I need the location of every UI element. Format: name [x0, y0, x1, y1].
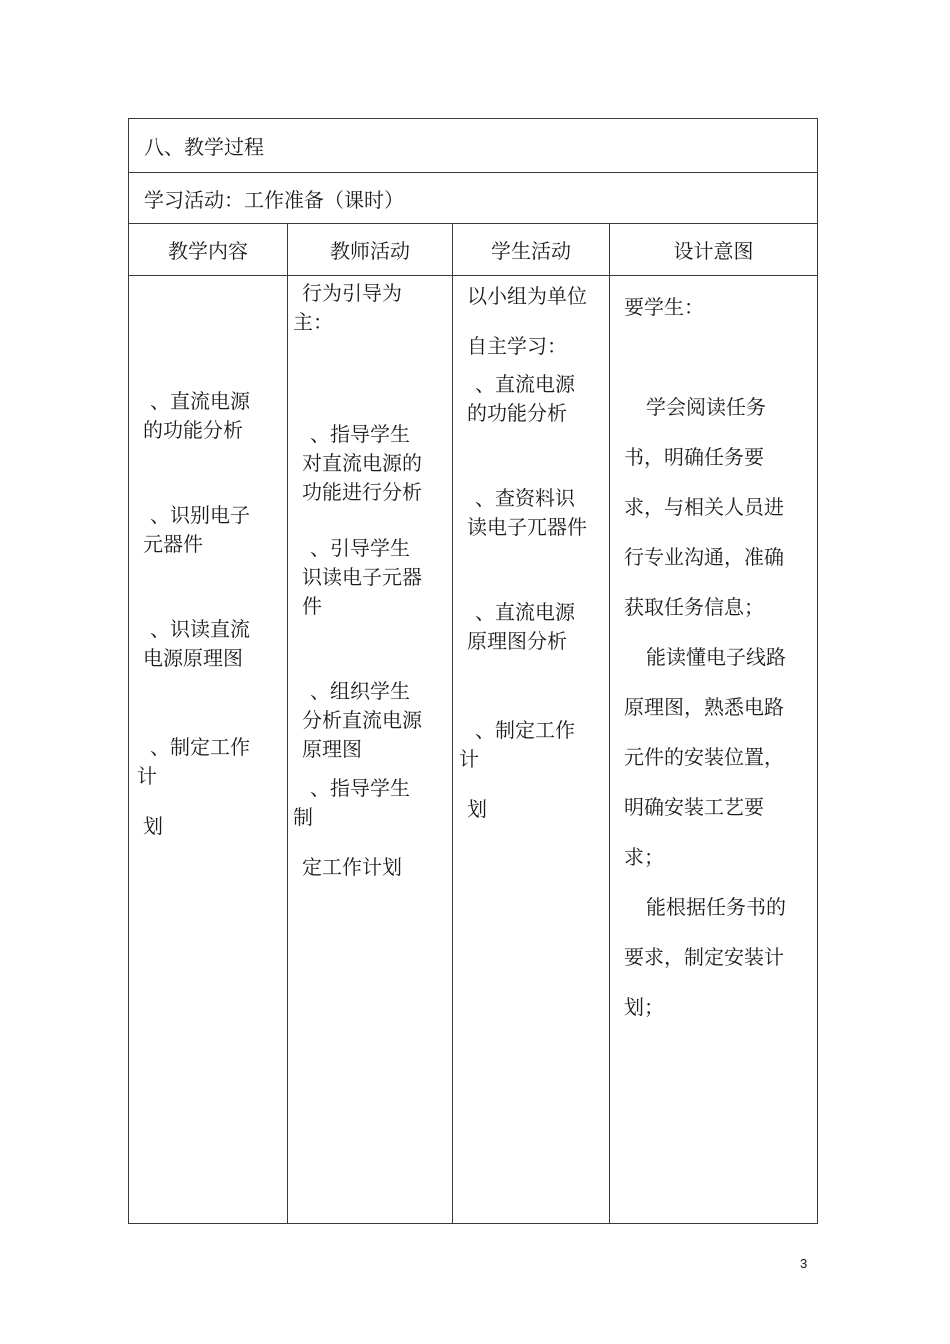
header-intent: 设计意图	[610, 224, 818, 276]
column-header-row	[129, 224, 818, 276]
student-line: 、制定工作	[475, 718, 575, 742]
intent-line: 获取任务信息；	[624, 595, 764, 619]
content-line: 、制定工作	[150, 735, 250, 759]
intent-line: 行专业沟通，准确	[624, 545, 784, 569]
content-line: 、识别电子	[150, 503, 250, 527]
student-cell	[453, 276, 610, 1224]
teacher-line: 识读电子元器	[302, 565, 422, 589]
intent-line: 划；	[624, 995, 664, 1019]
teacher-line: 、指导学生	[310, 422, 410, 446]
content-line: 电源原理图	[143, 646, 243, 670]
section-title: 八、教学过程	[129, 119, 818, 173]
content-line: 计	[137, 764, 157, 788]
student-line: 自主学习：	[467, 334, 567, 358]
intent-line: 能读懂电子线路	[646, 645, 786, 669]
teacher-line: 主：	[293, 310, 333, 334]
intent-line: 求；	[624, 845, 664, 869]
student-line: 以小组为单位	[467, 284, 587, 308]
teacher-line: 行为引导为	[302, 281, 402, 305]
intent-line: 元件的安装位置，	[624, 745, 784, 769]
intent-line: 书，明确任务要	[624, 445, 764, 469]
content-cell	[129, 276, 288, 1224]
section-title-row	[129, 119, 818, 173]
teacher-line: 功能进行分析	[302, 480, 422, 504]
page-number: 3	[800, 1256, 808, 1271]
student-line: 读电子兀器件	[467, 515, 587, 539]
teacher-line: 分析直流电源	[302, 708, 422, 732]
student-line: 、直流电源	[475, 600, 575, 624]
teacher-cell	[288, 276, 453, 1224]
intent-line: 求，与相关人员进	[624, 495, 784, 519]
teacher-line: 、引导学生	[310, 536, 410, 560]
header-teacher: 教师活动	[288, 224, 453, 276]
content-line: 、直流电源	[150, 389, 250, 413]
intent-line: 能根据任务书的	[646, 895, 786, 919]
intent-line: 学会阅读任务	[646, 395, 766, 419]
content-line: 元器件	[143, 532, 203, 556]
intent-line: 要求，制定安装计	[624, 945, 784, 969]
student-line: 、查资料识	[475, 486, 575, 510]
teaching-process-table	[128, 118, 818, 1224]
content-line: 的功能分析	[143, 418, 243, 442]
student-line: 划	[467, 797, 487, 821]
activity-title: 学习活动：工作准备（课时）	[129, 173, 818, 224]
student-line: 、直流电源	[475, 372, 575, 396]
content-row	[129, 276, 818, 1224]
activity-title-row	[129, 173, 818, 224]
header-content: 教学内容	[129, 224, 288, 276]
student-line: 计	[459, 747, 479, 771]
header-student: 学生活动	[453, 224, 610, 276]
teacher-line: 件	[302, 594, 322, 618]
teacher-line: 对直流电源的	[302, 451, 422, 475]
teacher-line: 、组织学生	[310, 679, 410, 703]
intent-cell	[610, 276, 818, 1224]
intent-line: 原理图，熟悉电路	[624, 695, 784, 719]
student-line: 的功能分析	[467, 401, 567, 425]
content-line: 、识读直流	[150, 617, 250, 641]
teacher-line: 定工作计划	[302, 855, 402, 879]
intent-line: 明确安装工艺要	[624, 795, 764, 819]
teacher-line: 原理图	[302, 737, 362, 761]
teacher-line: 、指导学生	[310, 776, 410, 800]
intent-line: 要学生：	[624, 295, 704, 319]
student-line: 原理图分析	[467, 629, 567, 653]
content-line: 划	[143, 814, 163, 838]
teacher-line: 制	[293, 805, 313, 829]
